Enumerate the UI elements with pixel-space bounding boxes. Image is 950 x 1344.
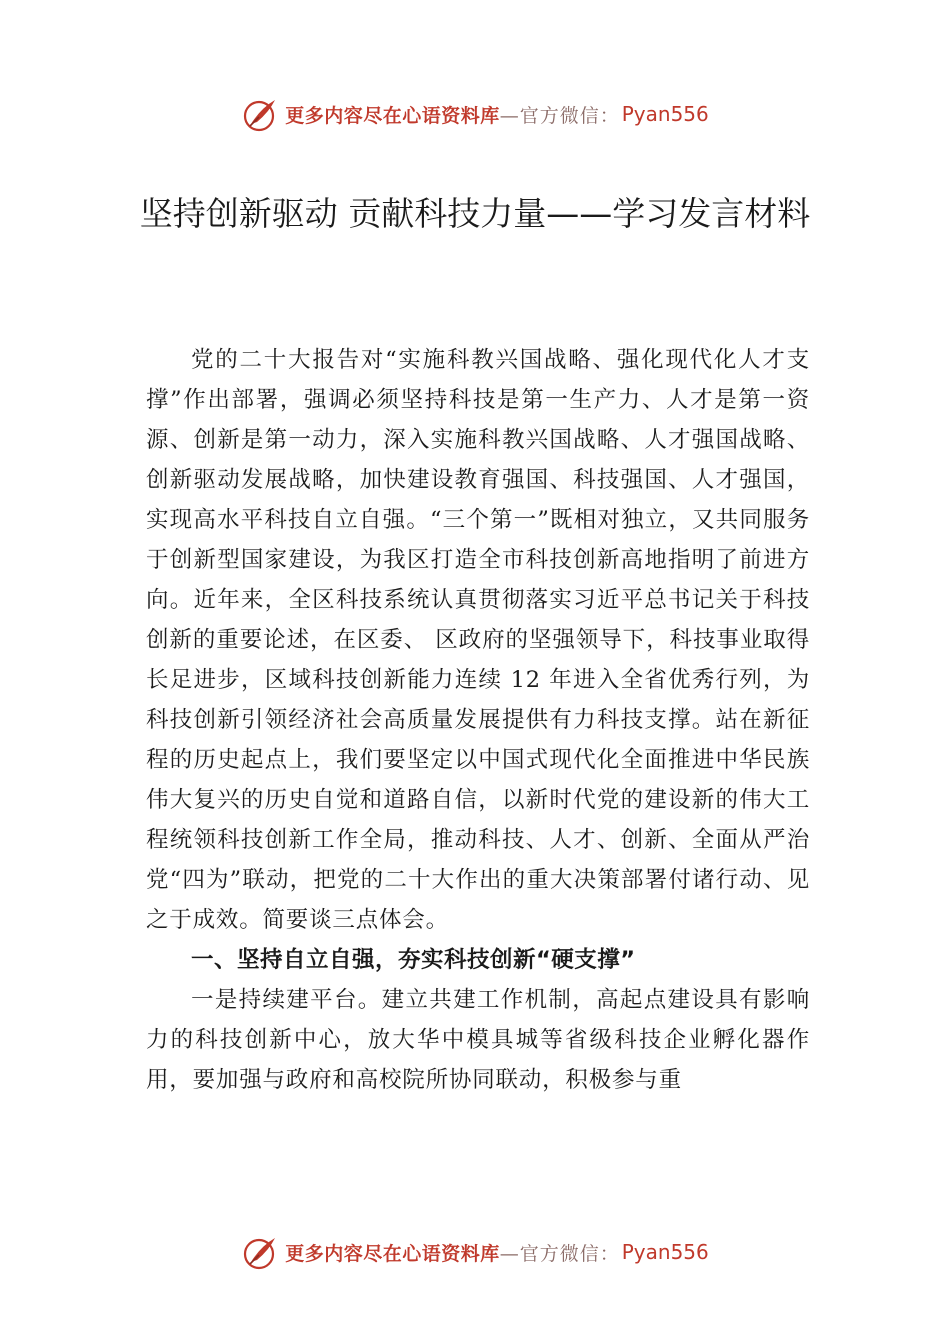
section-heading: 一、坚持自立自强，夯实科技创新“硬支撑” [191,947,636,973]
document-title: 坚持创新驱动 贡献科技力量——学习发言材料 [139,194,811,233]
footer-banner [0,1230,950,1274]
paragraph: 党的二十大报告对“实施科教兴国战略、强化现代化人才支撑”作出部署，强调必须坚持科技是第一生产力、人才是第一资源、创新是第一动力，深入实施科教兴国战略、人才强国战略、创新驱动发展战略，加快建设教育强国、科技强国、人才强国，实现高水平科技自立自强。“三个第一”既相对独立，又共同服务于创新型国家建设，为我区打造全市科技创新高地指明了前进方向。近年来，全区科技系统认真贯彻落实习近平总书记关于科技创新的重要论述，在区委、 区政府的坚强领导下，科技事业取得长足进步，区域科技创新能力连续 12 年进入全省优秀行列，为科技创新引领经济社会高质量发展提供有力科技支撑。站在新征程的历史起点上，我们要坚定以中国式现代化全面推进中华民族伟大复兴的历史自觉和道路自信，以新时代党的建设新的伟大工程统领科技创新工作全局，推动科技、人才、创新、全面从严治党“四为”联动，把党的二十大作出的重大决策部署付诸行动、见之于成效。简要谈三点体会。 [146,347,810,933]
banner-separator-text: —官方微信： [499,104,620,127]
header-banner [0,92,950,136]
banner-main-text: 更多内容尽在心语资料库 [285,104,500,127]
paragraph: 一是持续建平台。建立共建工作机制，高起点建设具有影响力的科技创新中心，放大华中模具城等省级科技企业孵化器作用，要加强与政府和高校院所协同联动，积极参与重 [146,987,810,1093]
banner-wechat-id: Pyan556 [621,1240,709,1264]
quill-pen-logo-icon [241,94,281,134]
document-body [146,340,810,1100]
banner-separator-text: —官方微信： [499,1242,620,1265]
banner-main-text: 更多内容尽在心语资料库 [285,1242,500,1265]
banner-wechat-id: Pyan556 [621,102,709,126]
quill-pen-logo-icon [241,1232,281,1272]
